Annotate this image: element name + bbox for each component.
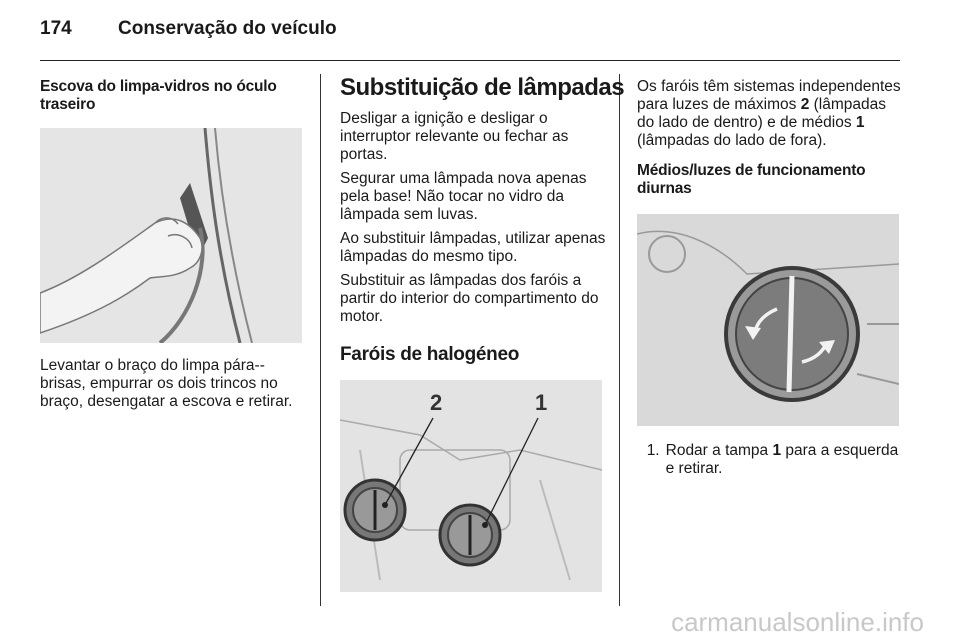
column-divider-1 bbox=[320, 74, 321, 606]
wiper-blade-illustration bbox=[40, 128, 302, 343]
column-3 bbox=[637, 70, 903, 478]
watermark: carmanualsonline.info bbox=[671, 607, 924, 637]
halogen-headlamp-illustration bbox=[340, 380, 602, 592]
subheading-halogen: Faróis de halogéneo bbox=[340, 344, 520, 365]
subheading-low-beam: Médios/luzes de funcionamento diurnas bbox=[637, 162, 866, 197]
step-1 bbox=[637, 442, 903, 478]
step-text-pre: Rodar a tampa bbox=[665, 442, 773, 459]
bulbs-paragraph-4: Substituir as lâmpadas dos faróis a partir do interior do compartimento do motor. bbox=[340, 272, 599, 325]
step-text bbox=[666, 442, 903, 478]
bulbs-paragraph-2: Segurar uma lâmpada nova apenas pela base! Não tocar no vidro da lâmpada sem luvas. bbox=[340, 170, 587, 223]
intro-text-2: (lâmpadas do lado de dentro) e de médios bbox=[637, 96, 886, 131]
intro-bold-2: 2 bbox=[800, 96, 810, 113]
intro-text-3: (lâmpadas do lado de fora). bbox=[637, 132, 827, 149]
low-beam-cap-illustration bbox=[637, 214, 899, 426]
step-text-post: para a esquerda e retirar. bbox=[665, 442, 899, 477]
column-divider-2 bbox=[619, 74, 620, 606]
headlamp-intro bbox=[637, 78, 903, 150]
page-title: Conservação do veículo bbox=[118, 18, 337, 39]
wiper-instructions: Levantar o braço do limpa pára--brisas, empurrar os dois trincos no braço, desengatar a escova e retirar. bbox=[40, 357, 293, 410]
section-heading-wiper: Escova do limpa-vidros no óculo traseiro bbox=[40, 78, 277, 113]
intro-bold-1: 1 bbox=[855, 114, 865, 131]
page-number: 174 bbox=[40, 18, 72, 39]
figure-label-1: 1 bbox=[535, 390, 548, 415]
figure-label-2: 2 bbox=[430, 390, 443, 415]
section-heading-bulbs: Substituição de lâmpadas bbox=[340, 74, 625, 101]
step-number: 1. bbox=[646, 442, 660, 459]
column-2 bbox=[340, 70, 625, 592]
page-header bbox=[40, 18, 337, 40]
step-text-bold: 1 bbox=[772, 442, 782, 459]
column-1 bbox=[40, 70, 306, 417]
bulbs-paragraph-1: Desligar a ignição e desligar o interruptor relevante ou fechar as portas. bbox=[340, 110, 569, 163]
header-rule bbox=[40, 60, 900, 61]
bulbs-paragraph-3: Ao substituir lâmpadas, utilizar apenas lâmpadas do mesmo tipo. bbox=[340, 230, 606, 265]
intro-text-1: Os faróis têm sistemas independentes para luzes de máximos bbox=[637, 78, 901, 113]
